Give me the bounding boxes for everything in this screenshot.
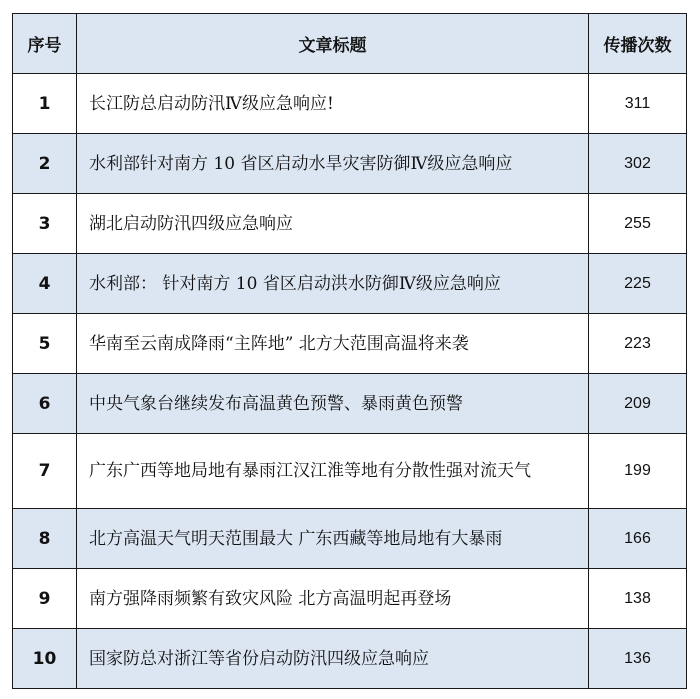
table-row: [13, 569, 687, 629]
row-title: 北方高温天气明天范围最大 广东西藏等地局地有大暴雨: [77, 509, 589, 569]
article-spread-table: [12, 13, 687, 689]
row-count: 166: [589, 509, 687, 569]
header-count: 传播次数: [589, 14, 687, 74]
row-index: 6: [13, 374, 77, 434]
row-count: 138: [589, 569, 687, 629]
row-count: 209: [589, 374, 687, 434]
header-title: 文章标题: [77, 14, 589, 74]
table-header-row: [13, 14, 687, 74]
table-row: [13, 74, 687, 134]
row-count: 311: [589, 74, 687, 134]
row-count: 199: [589, 434, 687, 509]
row-title: 长江防总启动防汛Ⅳ级应急响应!: [77, 74, 589, 134]
row-index: 3: [13, 194, 77, 254]
row-index: 7: [13, 434, 77, 509]
row-count: 255: [589, 194, 687, 254]
row-index: 2: [13, 134, 77, 194]
table-row: [13, 374, 687, 434]
row-count: 136: [589, 629, 687, 689]
table-row: [13, 509, 687, 569]
row-count: 223: [589, 314, 687, 374]
table-row: [13, 254, 687, 314]
row-count: 225: [589, 254, 687, 314]
table-row: [13, 134, 687, 194]
table-row: [13, 629, 687, 689]
header-index: 序号: [13, 14, 77, 74]
row-title: 华南至云南成降雨“主阵地” 北方大范围高温将来袭: [77, 314, 589, 374]
row-title: 中央气象台继续发布高温黄色预警、暴雨黄色预警: [77, 374, 589, 434]
row-title: 水利部： 针对南方 10 省区启动洪水防御Ⅳ级应急响应: [77, 254, 589, 314]
table-row: [13, 314, 687, 374]
row-title: 南方强降雨频繁有致灾风险 北方高温明起再登场: [77, 569, 589, 629]
row-index: 8: [13, 509, 77, 569]
row-count: 302: [589, 134, 687, 194]
row-index: 1: [13, 74, 77, 134]
row-title: 广东广西等地局地有暴雨江汉江淮等地有分散性强对流天气: [77, 434, 589, 509]
table-row: [13, 434, 687, 509]
row-title: 国家防总对浙江等省份启动防汛四级应急响应: [77, 629, 589, 689]
row-index: 10: [13, 629, 77, 689]
row-index: 9: [13, 569, 77, 629]
row-title: 湖北启动防汛四级应急响应: [77, 194, 589, 254]
table-row: [13, 194, 687, 254]
row-index: 4: [13, 254, 77, 314]
row-title: 水利部针对南方 10 省区启动水旱灾害防御Ⅳ级应急响应: [77, 134, 589, 194]
row-index: 5: [13, 314, 77, 374]
